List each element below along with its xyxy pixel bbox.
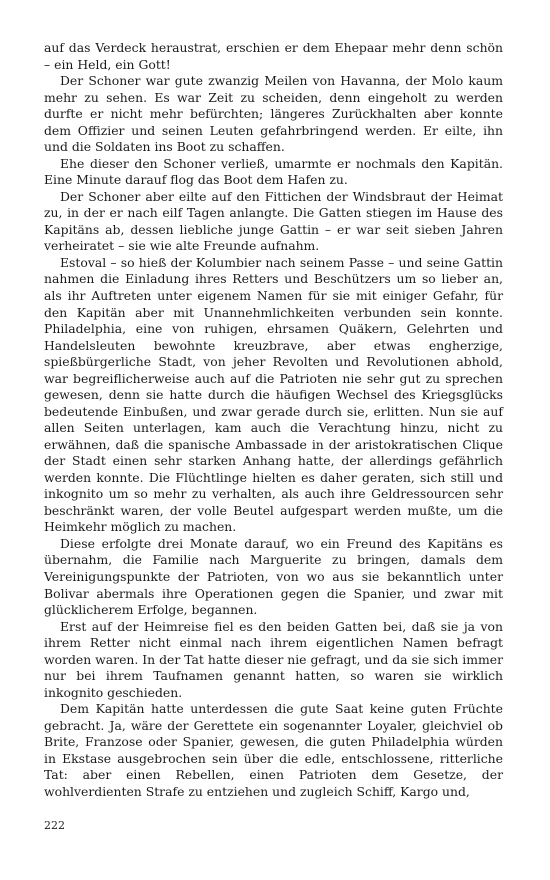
body-text [44, 40, 503, 800]
paragraph: Der Schoner war gute zwanzig Meilen von Havanna, der Molo kaum mehr zu sehen. Es war Zeit zu scheiden, denn eingeholt zu werden durfte er nicht mehr befürchten; längeres Zurückhalten aber konnte dem Offizier und seinen Leuten gefahrbringend werden. Er eilte, ihn und die Soldaten ins Boot zu schaffen. [44, 73, 503, 155]
paragraph: Estoval – so hieß der Kolumbier nach seinem Passe – und seine Gattin nahmen die Einladung ihres Retters und Beschützers um so lieber an, als ihr Auftreten unter eigenem Namen für sie mit einiger Gefahr, für den Kapitän aber mit Unannehmlichkeiten verbunden sein konnte. Philadelphia, eine von ruhigen, ehrsamen Quäkern, Gelehrten und Handelsleuten bewohnte kreuzbrave, aber etwas engherzige, spießbürgerliche Stadt, von jeher Revolten und Revolutionen abhold, war begreiflicherweise auch auf die Patrioten nie sehr gut zu sprechen gewesen, denn sie hatte durch die häufigen Wechsel des Kriegsglücks bedeutende Einbußen, und zwar gerade durch sie, erlitten. Nun sie auf allen Seiten unterlagen, kam auch die Verachtung hinzu, nicht zu erwähnen, daß die spanische Ambassade in der aristokratischen Clique der Stadt einen sehr starken Anhang hatte, der allerdings gefährlich werden konnte. Die Flüchtlinge hielten es daher geraten, sich still und inkognito um so mehr zu verhalten, als auch ihre Geldressourcen sehr beschränkt waren, der volle Beutel aufgespart werden mußte, um die Heimkehr möglich zu machen. [44, 254, 503, 535]
paragraph: Diese erfolgte drei Monate darauf, wo ein Freund des Kapitäns es übernahm, die Familie nach Marguerite zu bringen, damals dem Vereinigungspunkte der Patrioten, von wo aus sie bekanntlich unter Bolivar abermals ihre Operationen gegen die Spanier, und zwar mit glücklicherem Erfolge, begannen. [44, 535, 503, 618]
page-number: 222 [44, 819, 65, 832]
paragraph: Ehe dieser den Schoner verließ, umarmte er nochmals den Kapitän. Eine Minute darauf flog das Boot dem Hafen zu. [44, 155, 503, 188]
paragraph: Erst auf der Heimreise fiel es den beiden Gatten bei, daß sie ja von ihrem Retter nicht einmal nach ihrem eigentlichen Namen befragt worden waren. In der Tat hatte dieser nie gefragt, und da sie sich immer nur bei ihrem Taufnamen genannt hatten, so waren sie wirklich inkognito geschieden. [44, 618, 503, 700]
paragraph: Der Schoner aber eilte auf den Fittichen der Windsbraut der Heimat zu, in der er nach eilf Tagen anlangte. Die Gatten stiegen im Hause des Kapitäns ab, dessen liebliche junge Gattin – er war seit sieben Jahren verheiratet – sie wie alte Freunde aufnahm. [44, 188, 503, 254]
paragraph: Dem Kapitän hatte unterdessen die gute Saat keine guten Früchte gebracht. Ja, wäre der Gerettete ein sogenannter Loyaler, gleichviel ob Brite, Franzose oder Spanier, gewesen, die guten Philadelphia würden in Ekstase ausgebrochen sein über die edle, entschlossene, ritterliche Tat: aber einen Rebellen, einen Patrioten dem Gesetze, der wohlverdienten Strafe zu entziehen und zugleich Schiff, Kargo und, [44, 701, 503, 799]
paragraph-continuation: auf das Verdeck heraustrat, erschien er dem Ehepaar mehr denn schön – ein Held, ein Gott! [44, 40, 503, 72]
